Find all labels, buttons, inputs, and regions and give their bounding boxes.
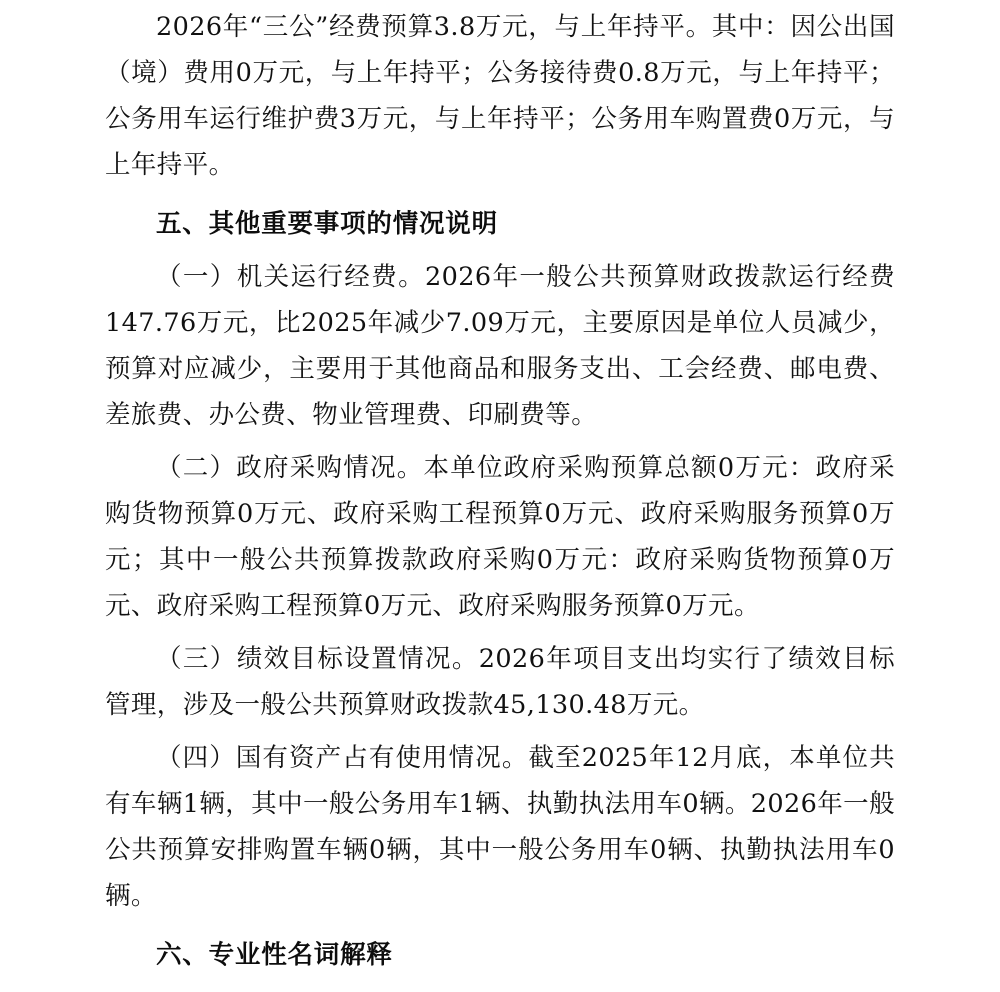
paragraph-item-two-government-procurement: （二）政府采购情况。本单位政府采购预算总额0万元：政府采购货物预算0万元、政府采购工程预算0万元、政府采购服务预算0万元；其中一般公共预算拨款政府采购0万元：政府采购货物预算0万元、政府采购工程预算0万元、政府采购服务预算0万元。	[105, 453, 895, 621]
spacer	[105, 247, 895, 254]
paragraph-item-three-performance-targets: （三）绩效目标设置情况。2026年项目支出均实行了绩效目标管理，涉及一般公共预算财政拨款45,130.48万元。	[105, 644, 895, 720]
heading-section-five: 五、其他重要事项的情况说明	[156, 209, 498, 239]
document-body	[105, 0, 895, 978]
paragraph-item-one-operating-expenses: （一）机关运行经费。2026年一般公共预算财政拨款运行经费147.76万元，比2025年减少7.09万元，主要原因是单位人员减少，预算对应减少，主要用于其他商品和服务支出、工会经费、邮电费、差旅费、办公费、物业管理费、印刷费等。	[105, 262, 895, 430]
spacer	[105, 629, 895, 636]
paragraph-sangong-budget: 2026年“三公”经费预算3.8万元，与上年持平。其中：因公出国（境）费用0万元，与上年持平；公务接待费0.8万元，与上年持平；公务用车运行维护费3万元，与上年持平；公务用车购置费0万元，与上年持平。	[105, 12, 895, 180]
heading-section-six: 六、专业性名词解释	[156, 940, 393, 970]
spacer	[105, 438, 895, 445]
spacer	[105, 188, 895, 201]
paragraph-item-four-state-assets: （四）国有资产占有使用情况。截至2025年12月底，本单位共有车辆1辆，其中一般公务用车1辆、执勤执法用车0辆。2026年一般公共预算安排购置车辆0辆，其中一般公务用车0辆、执勤执法用车0辆。	[105, 743, 895, 911]
spacer	[105, 919, 895, 932]
spacer	[105, 728, 895, 735]
